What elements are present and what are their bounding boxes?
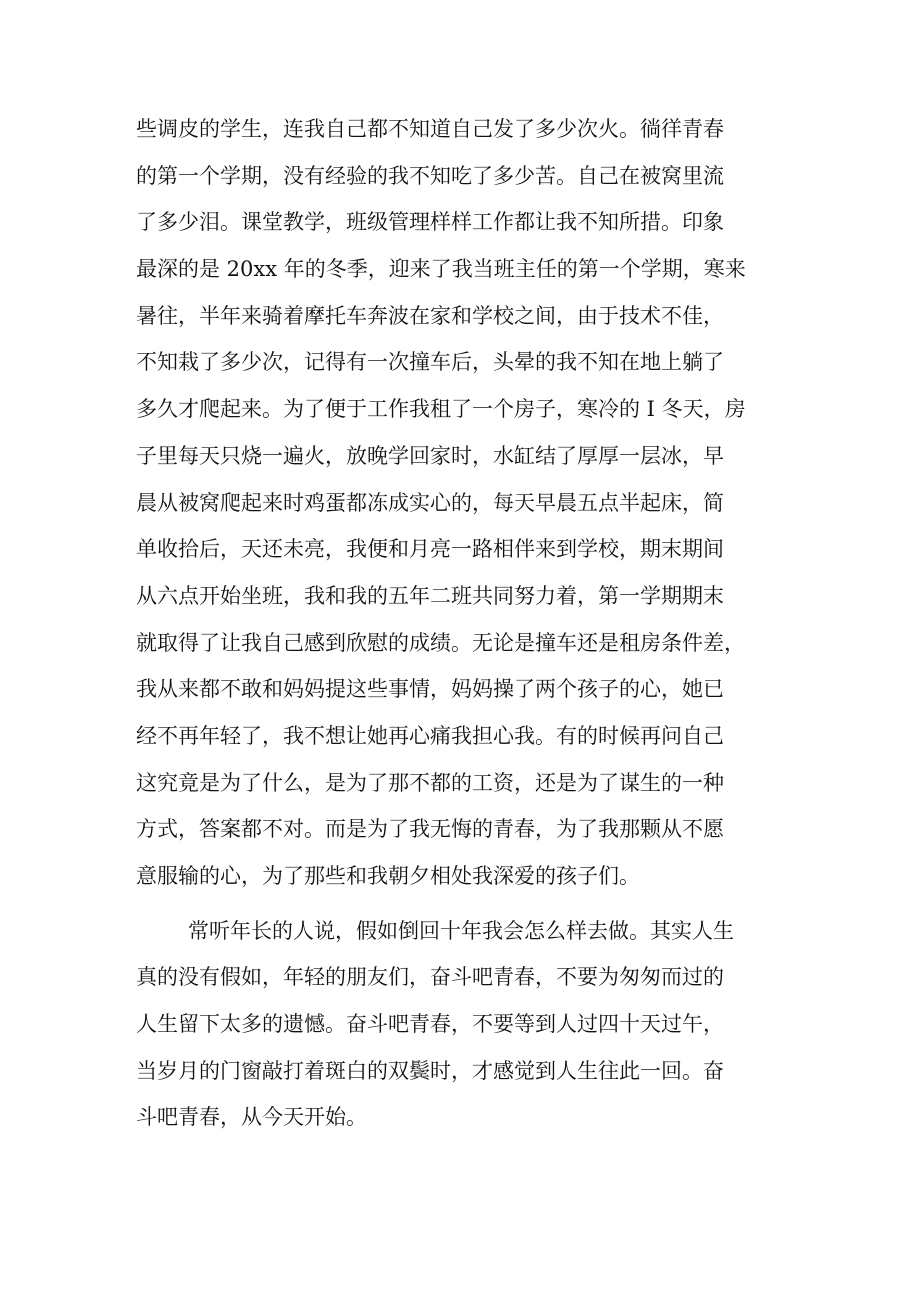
text-line: 暑往，半年来骑着摩托车奔波在家和学校之间，由于技术不佳， (136, 303, 724, 328)
text-line: 的第一个学期，没有经验的我不知吃了多少苦。自己在被窝里流 (136, 163, 724, 188)
text-line: 我从来都不敢和妈妈提这些事情，妈妈操了两个孩子的心，她已 (136, 677, 724, 702)
text-line: 从六点开始坐班，我和我的五年二班共同努力着，第一学期期末 (136, 583, 724, 608)
text-line: 意服输的心，为了那些和我朝夕相处我深爱的孩子们。 (136, 864, 640, 888)
text-line: 常听年长的人说，假如倒回十年我会怎么样去做。其实人生 (188, 918, 734, 943)
text-line: 人生留下太多的遗憾。奋斗吧青春，不要等到人过四十天过午， (136, 1012, 724, 1037)
text-line: 当岁月的门窗敲打着斑白的双鬓时，才感觉到人生往此一回。奋 (136, 1058, 724, 1083)
text-line: 了多少泪。课堂教学，班级管理样样工作都让我不知所措。印象 (136, 210, 724, 235)
text-line: 子里每天只烧一遍火，放晚学回家时，水缸结了厚厚一层冰，早 (136, 443, 724, 468)
text-line: 这究竟是为了什么，是为了那不都的工资，还是为了谋生的一种 (136, 770, 724, 795)
text-line: 最深的是 20xx 年的冬季，迎来了我当班主任的第一个学期，寒来 (136, 257, 746, 282)
text-line: 斗吧青春，从今天开始。 (136, 1105, 367, 1130)
paragraph-spacing (136, 900, 796, 908)
paragraph-1 (136, 106, 796, 900)
text-line: 方式，答案都不对。而是为了我无悔的青春，为了我那颗从不愿 (136, 817, 724, 842)
body-text (136, 106, 796, 1141)
text-line: 就取得了让我自己感到欣慰的成绩。无论是撞车还是租房条件差， (136, 630, 745, 655)
text-line: 真的没有假如，年轻的朋友们，奋斗吧青春，不要为匆匆而过的 (136, 965, 724, 990)
text-line: 晨从被窝爬起来时鸡蛋都冻成实心的，每天早晨五点半起床，简 (136, 490, 724, 515)
paragraph-2 (136, 908, 796, 1141)
text-line: 些调皮的学生，连我自己都不知道自己发了多少次火。徜徉青春 (136, 117, 724, 141)
text-line: 不知栽了多少次，记得有一次撞车后，头晕的我不知在地上躺了 (136, 350, 724, 375)
text-line: 多久才爬起来。为了便于工作我租了一个房子，寒冷的 I 冬天，房 (136, 397, 746, 422)
text-line: 单收拾后，天还未亮，我便和月亮一路相伴来到学校，期末期间 (136, 537, 724, 562)
text-line: 经不再年轻了，我不想让她再心痛我担心我。有的时候再问自己 (136, 723, 724, 748)
